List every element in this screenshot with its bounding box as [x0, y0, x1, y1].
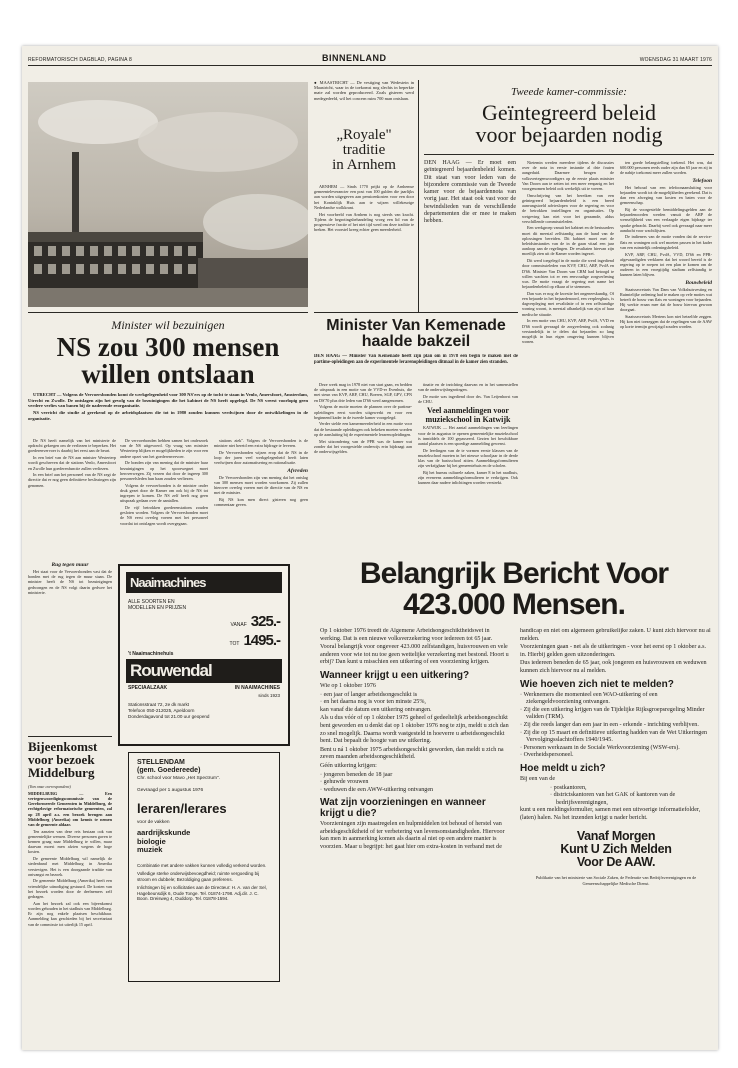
bejaarden-subhead-telefoon: Telefoon [692, 177, 712, 184]
price-from-value: 325.- [250, 613, 280, 630]
ns-col1-continued [28, 560, 112, 732]
aaw-headline [312, 558, 716, 620]
bejaarden-paragraph: Staatssecretaris Van Dam van Volkshuisvesting en Ruimtelijke ordening had te maken op vele moties wat betreft de bouw van flats en woningen voor bejaarden. Hij werkte eraan mee dat de bouw hiervan gewoon doorgaat. [620, 286, 712, 313]
royale-paragraph: ARNHEM — Sinds 1770 prijkt op de Arnhemse gemeenteleverancier een post van 100 gulden die jaarlijks aan worden uitgegeven aan pensioenkosten voor een door het Koninklijk Huis aan te wijzen willekeurige Nederlandse wolkkrant. [314, 184, 414, 210]
ns-kicker: Minister wil bezuinigen [111, 318, 225, 332]
ns-title-2: willen ontslaan [81, 359, 255, 389]
kemenade-paragraph: De motie was ingediend door drs. Van Leijenhorst van de CHU. [418, 393, 518, 405]
specialty-2: IN NAAIMACHINES [234, 685, 280, 691]
katwijk-paragraph: KATWIJK — Het aantal aanmeldingen van leerlingen voor de in augustus te openen gemeentelijke muziekschool is inmiddels de 100 gepasseerd. Gezien het beschikbare aantal plaatsen is een spoedige aanmelding gewenst. [418, 425, 518, 446]
stellendam-subjects-intro: voor de vakken [137, 820, 170, 825]
ns-paragraph: Bij NS kon men direct gisteren nog geen commentaar geven. [214, 496, 308, 508]
aaw-paragraph: Voorzieningen gaan - net als de uitkeringen - voor het eerst op 1 oktober a.s. in. Hierbij gelden geen uitzonderingen. [520, 644, 707, 658]
bejaarden-subhead-bouw: Bouwbeleid [685, 279, 712, 286]
aaw-paragraph: Géén uitkering krijgen: [320, 762, 377, 769]
aaw-footer: Publikatie van het ministerie van Sociale Zaken, de Federatie van Bedrijfsverenigingen en de Gemeenschappelijke Medische Dienst. [535, 875, 697, 886]
ns-paragraph: Het staat voor de Vervoersbonden vast dat de bonden met de rug tegen de muur staan. De minister heeft de NS tot bezuinigingen gedwongen en de NS volgt daarin gedwee het ministerie. [28, 569, 112, 595]
ns-top-rule [28, 312, 308, 313]
bejaarden-paragraph: Dan was er nog de kwestie het ongeneeskundig. Of een bejaarde in het bejaardenoord, een verpleeghuis, is dagverpleging met revalidatie of in een zelfstandige woning woont, is meestal afhankelijk van zijn of haar medische situatie. [522, 290, 614, 317]
hours: Donderdagavond tot 21.00 uur geopend [128, 713, 210, 719]
bejaarden-paragraph: Een werkgroep vanuit het kabinet en de bestuurders moet dit meestal zelfstandig aan de hand van de oplossingen bereiden. Dit kabinet moet met de beleidsinstanties van de in de gaan vitaal een jaar aanloop aan de regelingen. De resultaten hiervan zijn moeilijk zien uit de Kamer worden ingezet. [522, 225, 614, 257]
ns-paragraph: De NS heeft namelijk van het ministerie de opdracht gekregen om de verliezen te beperken. Het goederenvervoer is daarbij het eerst aan de beurt. [28, 438, 116, 454]
aaw-paragraph: handicap en niet om algemeen gebruikelijke zaken. U kunt zich hiervoor nu al melden. [520, 628, 711, 642]
aaw-list-item: · jongeren beneden de 18 jaar [320, 772, 512, 780]
ns-paragraph: In een brief van de NS aan minister Westerterp wordt geschreven dat de stations Venlo, Amersfoort en Zwolle hun goederenfunctie zullen verliezen. [28, 455, 116, 471]
middelburg-paragraph: De gemeente Middelburg wil namelijk de stedenband met Middelburg in Amerika verstevigen. Het is een doorgaande traditie van ontvangst en bezoek. [28, 856, 112, 877]
kemenade-lead-text: DEN HAAG — Minister Van Kemenade heeft zijn plan om in 1978 een begin te maken met de partime-opleidingen aan de experimentele lerarenopleidingen ditmaal in de kamer zien stranden. [314, 354, 518, 365]
aaw-list-item: · Werknemers die momenteel een WAO-uitkering of een ziekengeldvoorziening ontvangen. [520, 692, 712, 707]
stellendam-role: leraren/lerares [137, 801, 227, 816]
katwijk-title: Veel aanmeldingen voor muziekschool in Katwijk [425, 406, 511, 425]
ns-lead-text-2: NS verricht die studie al gerekend op de arbeidsplaatsen die tot in 1980 zouden kunnen verdwijnen door de ontwikkelingen in de organisatie. [28, 410, 308, 421]
ns-paragraph: De Vervoersbonden wijzen erop dat de NS in de loop der jaren veel werkgelegenheid heeft laten verdwijnen door automatisering en rationalisatie. [214, 449, 308, 466]
bejaarden-lead-text: DEN HAAG — Er moet een geïntegreerd bejaardenbeleid komen. Dit staat van voor leden van de bijzondere commissie van de Tweede kamer voor de bejaardennota van vorig jaar. Het staat ook vast voor de bewindslieden van de verschillende departementen die er mee te maken hebben. [424, 160, 516, 225]
bejaarden-paragraph: Nietemin werden meerdere tijdens de discussies over de nota in eerste instantie al drie fouten aangeduid. Daarmee beogen de volksvertegenwoordigers op de eerste plaats minister Van Doorn aan te zetten tot een meer eenparig en het voorgenomen beleid ook werkelijk uit te voeren. [522, 160, 614, 192]
kemenade-title-2: haalde bakzeil [361, 333, 471, 350]
middelburg-paragraph: De gemeente Middelburg (Amerika) heeft een vriendelijke uitnodiging gestuurd. De kosten van het bezoek worden door de deelnemers zelf gedragen. [28, 878, 112, 900]
bejaarden-paragraph: Staatssecretaris Mertens kon niet hetzelfde zeggen. Hij kon niet toezeggen dat de regelingen van de AAW op korte termijn gewijzigd zouden worden. [620, 314, 712, 330]
kemenade-paragraph: Deze week mag in 1978 niet van start gaan, en bedden de uitspraak in een motie van de VVD-er Evenhuis, die met steun van KVP, ARP, CHU, Boeren, SGP, GPV, CPN en DS'70 plus drie leden van D'66 werd aangenomen. [314, 382, 412, 403]
bejaarden-lead [424, 160, 516, 292]
stellendam-title-2: (gem. Goedereede) [137, 767, 201, 774]
kemenade-paragraph: tinatie en de inrichting daarvan en in het samenstellen van de onderwijsbegrotingen. [418, 382, 518, 393]
royale-paragraph: Het voorbeeld van Arnhem is nog steeds van kracht. Tijdens de begrotingsbehandeling vroeg een lid van de progressieve fractie of het niet tijd werd om deze traditie te breken. Het voorstel kreeg echter geen meerderheid. [314, 211, 414, 233]
address: Stationsstraat 72, 2e dk markt [128, 702, 190, 707]
bejaarden-paragraph: Omschrijving van het bereiken van een geïntegreerd bejaardenbeleid is een breed aanvangstoeld advieslopen voor de regering en voor de betrokken instellingen en organisaties. Op wetgeving kan niet voor het geraamde, aldus verschillende commissieleden. [522, 192, 614, 224]
middelburg-title-1: Bijeenkomst [28, 739, 98, 754]
aaw-col2 [520, 628, 712, 1046]
aaw-list-item: · een jaar of langer arbeidsongeschikt is [320, 692, 512, 700]
stellendam-title-1: STELLENDAM [137, 759, 185, 766]
aaw-list-item: · Zij die reeds langer dan een jaar in een - erkende - inrichting verblijven. [520, 722, 712, 730]
aaw-list-item: · weduwen die een AWW-uitkering ontvangen [320, 787, 512, 795]
aaw-list [320, 692, 512, 707]
stellendam-combo: Combinatie met andere vakken kunnen volledig verkend worden. [137, 862, 267, 868]
aaw-paragraph: Bent u ná 1 oktober 1975 arbeidsongeschikt geworden, dan meldt u zich na zeven maanden arbeidsongeschiktheid. [320, 746, 504, 761]
aaw-list-item: · postkantoren, [550, 785, 712, 793]
kemenade-lead [314, 354, 518, 380]
maastricht-text: ● MAASTRICHT — De vestiging van Wedestein in Maastricht, waar in de toekomst nog slechts in beperkte mate zal worden geproduceerd. Zoals gisteren werd medegedeeld, wil het concern ruim 700 man ontslaan. [314, 80, 414, 101]
aaw-list-item: · Zij die een uitkering krijgen van de Tijdelijke Rijksgroepsregeling Minder validen (TRM). [520, 707, 712, 722]
aaw-paragraph: Op 1 oktober 1976 treedt de Algemene Arbeidsongeschiktheidswet in werking. Dat is een nieuwe volksverzekering voor iedereen tot 65 jaar. [320, 628, 493, 642]
bejaarden-paragraph: KVP, ARP, CHU, PvdA, VVD, D'66 en PPR-afgevaardigden verklaren dat het woord bereid is de regering op te roepen tot een plan te komen om de ouderen in een vroegtijdig stadium zelfstandig te kunnen laten blijven. [620, 251, 712, 278]
ns-paragraph: De Vervoersbonden zijn van mening dat het ontslag van 300 mensen moet worden voorkomen. Zij zullen hierover overleg voeren met de directie van de NS en met de minister. [214, 474, 308, 496]
ns-subhead-afvreden: Afvreden [287, 467, 308, 474]
maastricht-brief [314, 80, 414, 124]
kemenade-rule [314, 312, 518, 313]
stellendam-requirement: Volledige sterke onderwijsbevoegdheid; ruimte vergoeding bij stroom en dubbele; Bezoldiging gaan preferens. [137, 871, 260, 882]
middelburg-lead: MIDDELBURG — Een vertegenwoordigingscommissie van de Gereformeerde Gemeenten in Middelburg, de rechtgelovige reformatorische gemeenten, zal op 28 april a.s. een bezoek brengen aan Middelburg (Amerika) om kennis te nemen van de gemeente aldaar. [28, 790, 112, 827]
bejaarden-title-1: Geïntegreerd beleid [481, 100, 657, 125]
kemenade-title [314, 318, 518, 350]
stellendam-details [129, 855, 279, 903]
middelburg-title [28, 740, 112, 779]
royale-title-1: „Royale" [336, 127, 392, 143]
factory-illustration [28, 82, 308, 307]
bejaarden-paragraph: Het behoud van een telefoonaansluiting voor bejaarden wordt tot de mogelijkheden gerekend. Dat is dan een afweging van kosten en baten voor de gemeenschap. [620, 184, 712, 206]
naaimachines-ad [118, 564, 290, 746]
kemenade-paragraph: Volgens de motie moeten de plannen over de partime-opleidingen eerst worden uitgewerkt en voor een beginnend kader in de tweede kamer voorgelegd. [314, 404, 412, 420]
aaw-paragraph: Vooral belangrijk voor ongeveer 423.000 zelfstandigen, huisvrouwen en vele anderen voor wie tot nu toe geen wettelijke verzekering met bestond. Hoort u erbij? Dan kunt u misschien een uitkering of een voorziening krijgen. [320, 644, 509, 666]
aaw-list-item: · en het daarna nog is voor ten minste 25%, [320, 699, 512, 707]
shop-address [120, 698, 288, 719]
stellendam-subjects [129, 825, 279, 855]
katwijk-paragraph: De leerlingen van de te vormen eerste klassen van de muziekschool moeten in het nieuwe schooljaar in de derde klas van de basisschool zitten. Aanmeldingsformulieren zijn verkrijgbaar bij het gemeentehuis en de scholen. [418, 447, 518, 469]
aaw-list-item: · Overheidspersoneel. [520, 752, 712, 760]
aaw-list [320, 772, 512, 795]
specialty-row [120, 683, 288, 693]
ns-paragraph: De vervoerbonden hebben samen het onderzoek van de NS uitgevoerd. Op vraag van minister Westerterp blijken er mogelijkheden te zijn voor een andere opzet van het goederenvervoer. [120, 438, 208, 459]
kemenade-paragraph: Verder stelde een kamermeerderheid in een motie voor dat de bestaande opleidingen ook bekeken moeten worden op de aansluiting bij de experimentele lerarenopleidingen. [314, 421, 412, 437]
kemenade-col2 [418, 382, 518, 568]
aaw-question-2: Wat zijn voorzieningen en wanneer krijgt u die? [320, 797, 486, 820]
ns-paragraph: De vijf betrokken goederenstations zouden gesloten worden. Volgens de Vervoersbonden moet de NS eerst overleg voeren met het personeel voordat tot ontslagen wordt overgegaan. [120, 504, 208, 526]
aaw-paragraph: Dus iedereen beneden de 65 jaar, ook jongeren en huisvrouwen en weduwen kunnen zich hiervoor nu al melden. [520, 660, 707, 674]
aaw-question-1: Wanneer krijgt u een uitkering? [320, 669, 470, 681]
stellendam-ad [128, 752, 280, 982]
bejaarden-title-2: voor bejaarden nodig [475, 122, 663, 147]
bejaarden-paragraph: Dit werd toegelegd in de motie die werd ingediend door commissieleden van KVP, CHU, ARP, PvdA en D'66. Minister Van Doorn van CRM had betoogd te willen wachten tot er een eenvoudige zorgverlening was. De motie vraagt de regering met name het bejaardenbeleid op elkaar af te stemmen. [522, 258, 614, 290]
aaw-slogan-3: Voor De AAW. [576, 855, 656, 870]
royale-title-2: traditie [342, 142, 386, 158]
aaw-paragraph: Bij een van de [520, 775, 556, 782]
price-to-value: 1495.- [243, 632, 280, 649]
bejaarden-paragraph: In een motie van CHU, KVP, ARP, PvdA, VVD en D'66 wordt gevraagd de zorgverlening ook zodanig verstandelijk in te delen dat bejaarden zo lang mogelijk in hun eigen omgeving kunnen blijven wonen. [522, 318, 614, 345]
stellendam-title [129, 753, 279, 775]
stellendam-school: Chr. school voor Mavo „Het Spectrum". [137, 776, 221, 781]
kemenade-title-1: Minister Van Kemenade [326, 317, 506, 334]
royale-title [314, 128, 414, 173]
middelburg-rule [28, 736, 112, 737]
aaw-slogan-1: Vanaf Morgen [576, 829, 656, 844]
aaw-question-3: Wie hoeven zich niet te melden? [520, 678, 674, 690]
shop-label: 't Naaimachinehuis [128, 651, 174, 657]
middelburg-title-3: Middelburg [28, 765, 95, 780]
bejaarden-paragraph: ten goede belangstelling toekend. Het was, dat 600.000 personen reeds ouder zijn dan 65 jaar en zij in de nabije toekomst meer zullen worden. [620, 160, 712, 176]
naaimachines-subtitle-2: MODELLEN EN PRIJZEN [128, 605, 187, 611]
middelburg-body [28, 784, 112, 1046]
column-rule [418, 80, 419, 312]
aaw-list-item: · Zij die op 15 maart en definitieve uitkering hadden van de Wet Uitkeringen Vervolgingsslachtoffers 1940/1945. [520, 730, 712, 745]
ns-paragraph: De bonden zijn van mening dat de minister haar bezuinigingen op het spoorwegnet moet heroverwegen. Zij vrezen dat door de ingreep 300 personeelsleden hun baan zouden verliezen. [120, 460, 208, 481]
aaw-col1 [320, 628, 512, 1046]
price-from [120, 611, 288, 632]
aaw-question-4: Hoe meldt u zich? [520, 762, 606, 774]
bejaarden-rule [424, 154, 714, 155]
factory-photo [28, 82, 308, 307]
bejaarden-paragraph: Bij de voorgestelde bemiddelingsgelden aan de bejaardenoorden werden vanuit de ARP de wenselijkheid van een verlaagde eigen bijdrage ter sprake gebracht. Daarbij werd ook gevraagd naar meer aandacht voor wachtlijsten. [620, 206, 712, 233]
aaw-paragraph: kan vanaf die datum een uitkering ontvangen. [320, 706, 432, 713]
naaimachines-subtitle [120, 599, 288, 611]
naaimachines-subtitle-1: ALLE SOORTEN EN [128, 599, 175, 605]
ns-paragraph: In een brief aan het personeel van de NS zegt de directie dat er nog geen definitieve beslissingen zijn genomen. [28, 472, 116, 488]
aaw-paragraph: Voorzieningen zijn maatregelen en hulpmiddelen tot behoud of herstel van arbeidsgeschiktheid of ter verbetering van levensomstandigheden. Hiervoor kan men in aanmerking komen als daarin al niet op een andere manier is voorzien. Maar u begrijpt: het gaat hier om extra-kosten in verband met de [320, 821, 505, 851]
ns-paragraph: Volgens de vervoerbonden is de minister onder druk gezet door de Kamer om ook bij de NS tot ingrepen te komen. De NS zelf heeft nog geen uitspraak gedaan over de aantallen. [120, 482, 208, 504]
aaw-headline-2: 423.000 Mensen. [403, 588, 625, 621]
aaw-slogan [520, 830, 712, 869]
section-title: BINNENLAND [322, 53, 387, 63]
stellendam-request: Gevraagd per 1 augustus 1976 [137, 788, 204, 793]
aaw-list-item: · gehuwde vrouwen [320, 779, 512, 787]
middelburg-byline: (Van onze correspondent) [28, 784, 71, 789]
header-rule [28, 65, 712, 66]
kemenade-paragraph: Met uitzondering van de PPR was de kamer wat zonder dat het voorgestelde onderwijs erin bijdraagt aan de onderwijsgelden. [314, 438, 412, 454]
middelburg-paragraph: Aan het bezoek zal ook een bijeenkomst worden gehouden in het stadhuis van Middelburg. Er zijn nog enkele plaatsen beschikbaar. Aanmelding kan geschieden bij het secretariaat van de commissie tot uiterlijk 15 april. [28, 900, 112, 927]
price-from-label: VANAF [230, 622, 247, 628]
royale-title-3: in Arnhem [332, 157, 396, 173]
bejaarden-col3 [620, 160, 712, 574]
ns-lead [28, 392, 308, 436]
price-to-label: TOT [229, 641, 240, 647]
ns-col1 [120, 438, 208, 558]
newspaper-page [22, 46, 718, 1050]
middelburg-title-2: voor bezoek [28, 752, 95, 767]
aaw-list [520, 692, 712, 760]
aaw-list-item: · districtskantoren van het GAK of kantoren van de bedrijfsverenigingen, [550, 792, 712, 807]
subject: muziek [137, 845, 163, 854]
bejaarden-title [424, 102, 714, 146]
ns-subhead-rug: Rug tegen muur [51, 562, 89, 568]
middelburg-paragraph: Ten aanzien van deze reis bestaan ook van gemeentelijke wensen. Diverse personen gaven te kennen graag naar Middelburg te willen, maar daarvan moest men afzien wegens de hoge kosten. [28, 828, 112, 855]
bejaarden-paragraph: De indieners van de motie vonden dat de service-flats en woningen ook wel moeten passen in het kader van een ruimtelijk ordeningsbeleid. [620, 234, 712, 250]
subject: aardrijkskunde [137, 828, 191, 837]
phone: Telefoon 050-212025, Apeldoorn [128, 707, 195, 713]
aaw-slogan-2: Kunt U Zich Melden [560, 842, 672, 857]
aaw-list [520, 785, 712, 808]
naaimachines-title: Naaimachines [126, 572, 282, 593]
subject: biologie [137, 836, 166, 846]
shop-name: Rouwendal [126, 659, 282, 683]
ns-title [28, 334, 308, 388]
aaw-list-item: · Personen werkzaam in de Sociale Werkvoorziening (WSW-ers). [520, 745, 712, 753]
ns-title-1: NS zou 300 mensen [56, 332, 280, 362]
aaw-paragraph: Als u dus vóór of op 1 oktober 1975 geheel of gedeeltelijk arbeidsongeschikt bent geworden en u denkt dat op 1 oktober 1976 nog te zijn, meldt u zich dan zo snel mogelijk. Daarna wordt vastgesteld in hoeverre u arbeidsongeschikt bent. Dat bepaalt de hoogte van uw uitkering. [320, 715, 509, 745]
price-to [120, 632, 288, 649]
bejaarden-kicker: Tweede kamer-commissie: [511, 86, 627, 98]
header-left: REFORMATORISCH DAGBLAD, PAGINA 8 [28, 57, 132, 63]
royale-body [314, 184, 414, 262]
aaw-paragraph: Wie op 1 oktober 1976 [320, 682, 376, 689]
ns-lead-text: UTRECHT — Volgens de Vervoersbonden komt de werkgelegenheid voor 300 NS'ers op de tocht te staan in Venlo, Amersfoort, Amsterdam, Utrecht en Zwolle. De ontslagen zijn het gevolg van de bezuinigingen die het kabinet de NS heeft opgelegd. De NS vreest voorlopig geen verdere verlies van banen bij de naderende reorganisatie. [28, 392, 308, 409]
ns-paragraph: stations ziek". Volgens de Vervoersbonden is de minister niet bereid een extra bijdrage te leveren. [214, 438, 308, 449]
aaw-paragraph: kunt u een meldingsformulier, samen met een uitvoerige informatiefolder, (laten) halen. Na het inzenden krijgt u nader bericht. [520, 807, 701, 821]
since: sinds 1923 [258, 693, 280, 698]
ns-col2 [28, 438, 116, 558]
bejaarden-col2 [522, 160, 614, 574]
stellendam-contact: Inlichtingen bij en sollicitaties aan de Directeur: H. A. van der Sel, Hagebeunsdijk 6, Oude Tonge. Tel. 01874-1798. Adj.dir. J. C. Boon. Dreisweg 4, Ouddorp. Tel. 01878-1594. [137, 885, 267, 902]
kemenade-col1 [314, 382, 412, 568]
specialty: SPECIAALZAAK [128, 685, 168, 691]
katwijk-paragraph: Bij het bureau culturele zaken, kamer 8 in het raadhuis, zijn eveneens aanmeldingsformulieren te verkrijgen. Ook kunnen daar nadere inlichtingen worden verstrekt. [418, 469, 518, 486]
header-date: WOENSDAG 31 MAART 1976 [639, 57, 712, 63]
aaw-headline-1: Belangrijk Bericht Voor [359, 557, 669, 590]
ns-col3 [214, 438, 308, 558]
